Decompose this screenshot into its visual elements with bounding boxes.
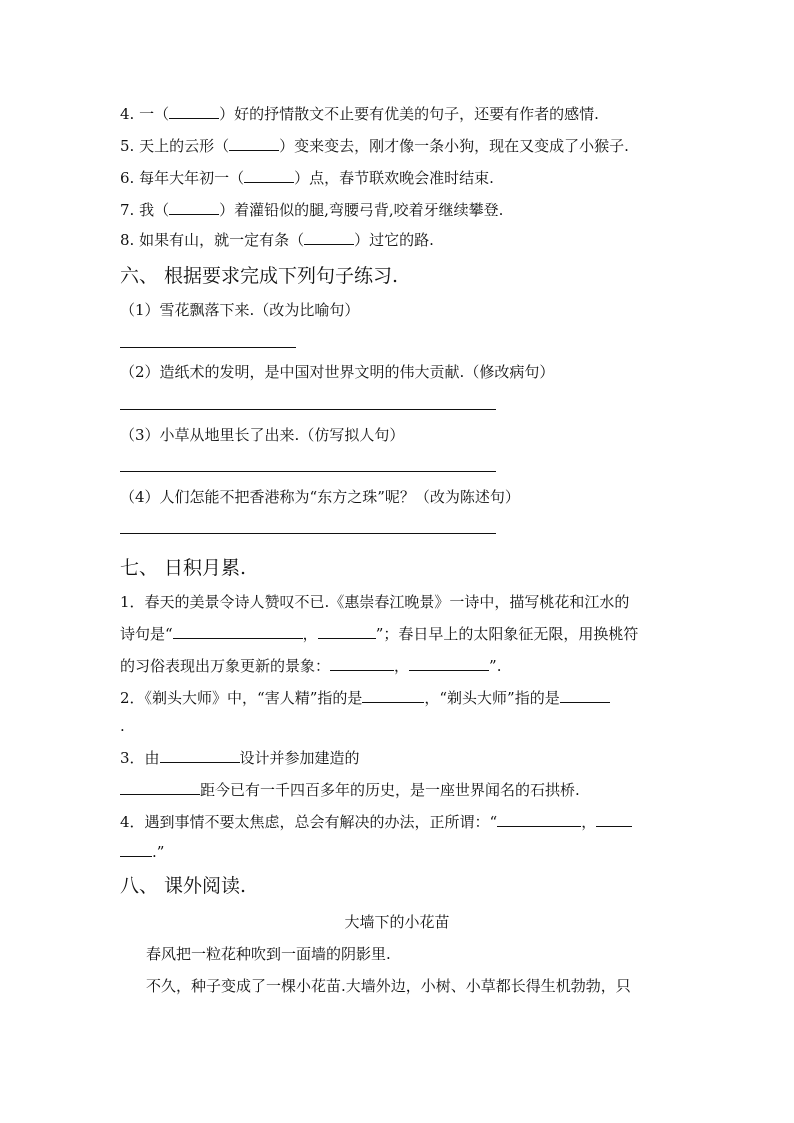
answer-blank[interactable]: [229, 134, 279, 151]
question-text: ”；春日早上的太阳象征无限，用换桃符: [375, 625, 639, 643]
answer-blank[interactable]: [169, 102, 219, 119]
question-text: 设计并参加建造的: [239, 749, 360, 767]
sentence-exercise-4: （4）人们怎能不把香港称为“东方之珠”呢？（改为陈述句）: [120, 488, 520, 506]
answer-blank[interactable]: [560, 686, 610, 703]
answer-blank[interactable]: [596, 810, 632, 827]
answer-blank[interactable]: [318, 622, 376, 639]
question-text: ，: [302, 625, 318, 643]
section-6-heading: 六、 根据要求完成下列句子练习.: [120, 265, 399, 287]
item-number: 5.: [120, 137, 135, 155]
item-number: 8.: [120, 231, 135, 249]
accumulation-q1-line2: [120, 622, 638, 644]
item-number: 4.: [120, 105, 135, 123]
item-text-before: 一（: [139, 105, 170, 123]
answer-blank[interactable]: [173, 622, 303, 639]
fill-blank-item-8: [120, 228, 434, 250]
answer-blank[interactable]: [120, 840, 152, 857]
question-text: 的习俗表现出万象更新的景象：: [120, 657, 331, 675]
item-text-before: 每年大年初一（: [139, 169, 245, 187]
question-text: 诗句是“: [120, 625, 173, 643]
answer-line-2[interactable]: [120, 409, 496, 410]
item-text-before: 如果有山，就一定有条（: [139, 231, 305, 249]
answer-blank[interactable]: [409, 654, 489, 671]
answer-blank[interactable]: [169, 198, 219, 215]
question-text: ，: [394, 657, 410, 675]
item-text-before: 我（: [139, 201, 170, 219]
question-text: ”.: [489, 657, 502, 675]
answer-blank[interactable]: [497, 810, 581, 827]
answer-blank[interactable]: [304, 228, 354, 245]
question-text: 2．《剃头大师》中，“害人精”指的是: [120, 689, 363, 707]
answer-line-1[interactable]: [120, 347, 296, 348]
accumulation-q3-line1: [120, 746, 360, 768]
item-text-after: ）好的抒情散文不止要有优美的句子，还要有作者的感情.: [219, 105, 599, 123]
sentence-exercise-3: （3）小草从地里长了出来.（仿写拟人句）: [120, 426, 405, 444]
sentence-exercise-2: （2）造纸术的发明，是中国对世界文明的伟大贡献.（修改病句）: [120, 363, 555, 381]
accumulation-q1-line1: 1．春天的美景令诗人赞叹不已.《惠崇春江晚景》一诗中，描写桃花和江水的: [120, 593, 630, 611]
reading-paragraph-1: 春风把一粒花种吹到一面墙的阴影里.: [146, 945, 391, 963]
section-8-heading: 八、 课外阅读.: [120, 875, 247, 897]
fill-blank-item-6: [120, 166, 494, 188]
item-number: 6.: [120, 169, 135, 187]
question-text: ，: [581, 813, 597, 831]
answer-line-4[interactable]: [120, 533, 496, 534]
item-text-after: ）着灌铅似的腿,弯腰弓背,咬着牙继续攀登.: [219, 201, 504, 219]
sentence-exercise-1: （1）雪花飘落下来.（改为比喻句）: [120, 301, 360, 319]
fill-blank-item-5: [120, 134, 629, 156]
fill-blank-item-7: [120, 198, 503, 220]
accumulation-q1-line3: [120, 654, 501, 676]
question-text: 4．遇到事情不要太焦虑，总会有解决的办法，正所谓：“: [120, 813, 498, 831]
answer-blank[interactable]: [244, 166, 294, 183]
accumulation-q2: [120, 686, 610, 708]
question-text: 距今已有一千四百多年的历史，是一座世界闻名的石拱桥.: [200, 781, 580, 799]
answer-blank[interactable]: [120, 778, 200, 795]
answer-line-3[interactable]: [120, 471, 496, 472]
item-text-after: ）点，春节联欢晚会准时结束.: [294, 169, 494, 187]
accumulation-q4-line2: [120, 840, 164, 862]
answer-blank[interactable]: [330, 654, 394, 671]
answer-blank[interactable]: [362, 686, 424, 703]
answer-blank[interactable]: [160, 746, 240, 763]
accumulation-q2-end: .: [120, 717, 125, 735]
item-text-before: 天上的云形（: [139, 137, 230, 155]
item-number: 7.: [120, 201, 135, 219]
question-text: .”: [152, 843, 165, 861]
item-text-after: ）变来变去，刚才像一条小狗，现在又变成了小猴子.: [279, 137, 629, 155]
section-7-heading: 七、 日积月累.: [120, 557, 247, 579]
question-text: ，“剃头大师”指的是: [424, 689, 560, 707]
reading-title: 大墙下的小花苗: [344, 913, 450, 931]
question-text: 3．由: [120, 749, 160, 767]
fill-blank-item-4: [120, 102, 599, 124]
reading-paragraph-2: 不久，种子变成了一棵小花苗.大墙外边，小树、小草都长得生机勃勃，只: [146, 977, 631, 995]
accumulation-q4-line1: [120, 810, 632, 832]
accumulation-q3-line2: [120, 778, 580, 800]
item-text-after: ）过它的路.: [354, 231, 434, 249]
